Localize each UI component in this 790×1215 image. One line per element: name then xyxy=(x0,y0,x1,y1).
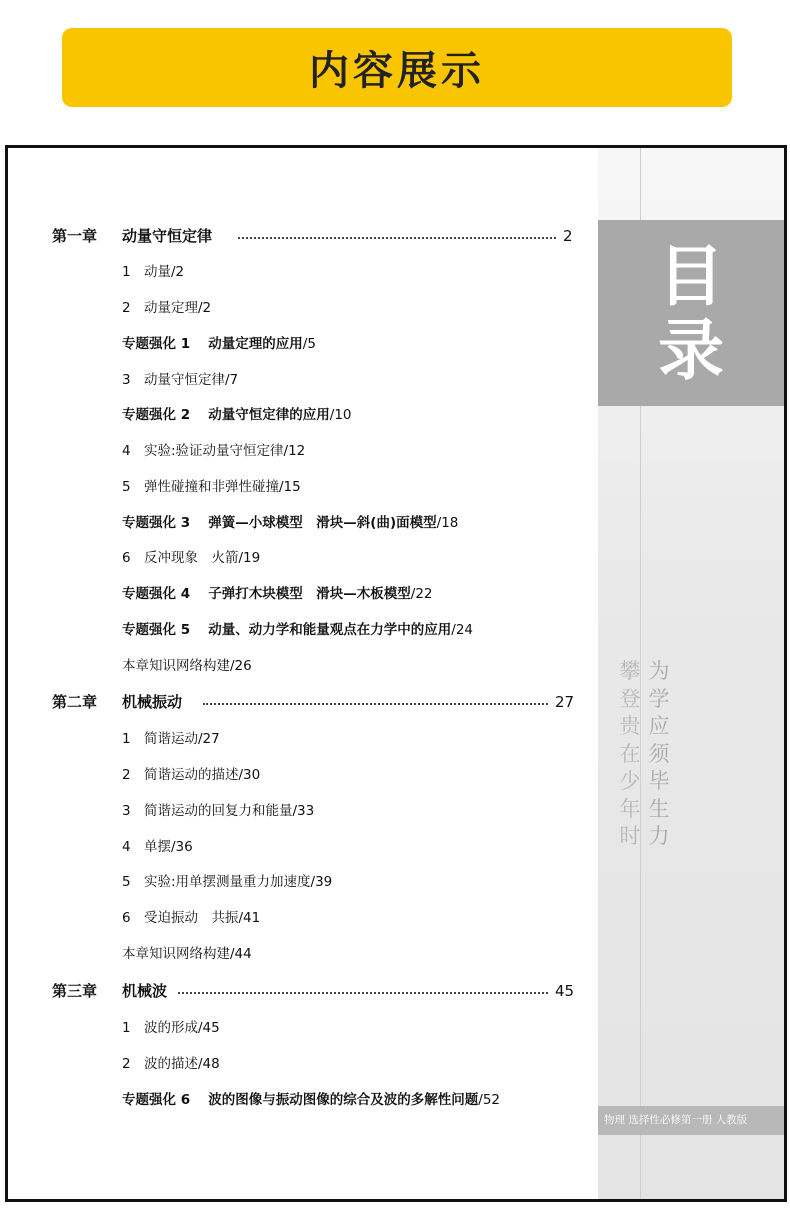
item-number: 1 xyxy=(122,731,131,747)
toc-item[interactable] xyxy=(122,871,332,893)
chapter-title: 机械波 xyxy=(122,982,168,1000)
item-number: 2 xyxy=(122,1056,131,1072)
special-page: /5 xyxy=(302,336,316,352)
item-number: 1 xyxy=(122,1020,131,1036)
item-text: 弹性碰撞和非弹性碰撞/15 xyxy=(144,479,301,495)
item-number: 1 xyxy=(122,264,131,280)
toc-item[interactable] xyxy=(122,297,211,319)
toc-item[interactable] xyxy=(122,764,260,786)
toc-item[interactable] xyxy=(122,369,238,391)
special-topic-item[interactable] xyxy=(122,512,458,534)
special-page: /52 xyxy=(478,1092,501,1108)
header-banner xyxy=(62,28,732,107)
special-label: 专题强化 3 xyxy=(122,515,191,531)
chapter-number: 第三章 xyxy=(52,982,98,1000)
book-info: 物理 选择性必修第一册 人教版 xyxy=(598,1106,784,1135)
special-page: /22 xyxy=(410,586,433,602)
item-number: 2 xyxy=(122,300,131,316)
item-number: 6 xyxy=(122,910,131,926)
special-label: 专题强化 1 xyxy=(122,336,191,352)
toc-item[interactable] xyxy=(122,655,252,677)
item-text: 受迫振动 共振/41 xyxy=(144,910,261,926)
item-number: 5 xyxy=(122,874,131,890)
item-number: 2 xyxy=(122,767,131,783)
item-text: 简谐运动的回复力和能量/33 xyxy=(144,803,315,819)
item-text: 反冲现象 火箭/19 xyxy=(144,550,261,566)
motto-left: 攀登贵在少年时 xyxy=(619,659,641,848)
special-title: 动量定理的应用 xyxy=(208,336,303,352)
special-title: 子弹打木块模型 滑块—木板模型 xyxy=(208,586,411,602)
chapter-page: 2 xyxy=(563,227,573,245)
special-label: 专题强化 6 xyxy=(122,1092,191,1108)
toc-item[interactable] xyxy=(122,476,301,498)
item-text: 简谐运动/27 xyxy=(144,731,220,747)
special-label: 专题强化 4 xyxy=(122,586,191,602)
toc-item[interactable] xyxy=(122,800,314,822)
toc-item[interactable] xyxy=(122,547,260,569)
special-topic-item[interactable] xyxy=(122,1089,500,1111)
item-text: 动量/2 xyxy=(144,264,185,280)
leader-dots xyxy=(238,235,556,239)
toc-item[interactable] xyxy=(122,728,220,750)
toc-heading-char-1: 目 xyxy=(658,238,724,315)
special-title: 动量守恒定律的应用 xyxy=(208,407,330,423)
chapter-number: 第二章 xyxy=(52,693,98,711)
item-text: 动量守恒定律/7 xyxy=(144,372,239,388)
chapter-number: 第一章 xyxy=(52,227,98,245)
special-topic-item[interactable] xyxy=(122,404,352,426)
special-title: 弹簧—小球模型 滑块—斜(曲)面模型 xyxy=(208,515,437,531)
chapter-title: 动量守恒定律 xyxy=(122,227,213,245)
special-page: /24 xyxy=(451,622,474,638)
toc-page xyxy=(5,145,787,1202)
toc-heading-block xyxy=(598,220,784,406)
leader-dots xyxy=(203,701,548,705)
item-text: 单摆/36 xyxy=(144,839,193,855)
chapter-2-entry[interactable] xyxy=(8,691,598,713)
special-title: 波的图像与振动图像的综合及波的多解性问题 xyxy=(208,1092,479,1108)
chapter-page: 27 xyxy=(555,693,575,711)
toc-item[interactable] xyxy=(122,907,260,929)
toc-item[interactable] xyxy=(122,261,184,283)
toc-item[interactable] xyxy=(122,836,193,858)
chapter-1-entry[interactable] xyxy=(8,225,598,247)
toc-item[interactable] xyxy=(122,1017,220,1039)
sidebar xyxy=(598,148,784,1199)
special-label: 专题强化 2 xyxy=(122,407,191,423)
chapter-3-entry[interactable] xyxy=(8,980,598,1002)
chapter-title: 机械振动 xyxy=(122,693,183,711)
item-number: 4 xyxy=(122,839,131,855)
item-text: 波的描述/48 xyxy=(144,1056,220,1072)
toc-heading-char-2: 录 xyxy=(658,312,724,389)
item-text: 动量定理/2 xyxy=(144,300,212,316)
item-number: 5 xyxy=(122,479,131,495)
special-page: /18 xyxy=(436,515,459,531)
special-title: 动量、动力学和能量观点在力学中的应用 xyxy=(208,622,452,638)
item-text: 本章知识网络构建/26 xyxy=(122,658,252,674)
item-number: 3 xyxy=(122,372,131,388)
leader-dots xyxy=(178,990,548,994)
item-number: 6 xyxy=(122,550,131,566)
special-topic-item[interactable] xyxy=(122,619,473,641)
banner-title: 内容展示 xyxy=(309,48,485,94)
special-page: /10 xyxy=(329,407,352,423)
toc-item[interactable] xyxy=(122,943,252,965)
table-of-contents xyxy=(8,148,598,1199)
item-text: 简谐运动的描述/30 xyxy=(144,767,261,783)
item-text: 实验:验证动量守恒定律/12 xyxy=(144,443,306,459)
chapter-page: 45 xyxy=(555,982,575,1000)
item-text: 本章知识网络构建/44 xyxy=(122,946,252,962)
toc-item[interactable] xyxy=(122,440,305,462)
item-number: 3 xyxy=(122,803,131,819)
special-topic-item[interactable] xyxy=(122,583,433,605)
item-text: 波的形成/45 xyxy=(144,1020,220,1036)
item-text: 实验:用单摆测量重力加速度/39 xyxy=(144,874,333,890)
toc-item[interactable] xyxy=(122,1053,220,1075)
motto-right: 为学应须毕生力 xyxy=(648,659,670,848)
special-topic-item[interactable] xyxy=(122,333,316,355)
special-label: 专题强化 5 xyxy=(122,622,191,638)
item-number: 4 xyxy=(122,443,131,459)
